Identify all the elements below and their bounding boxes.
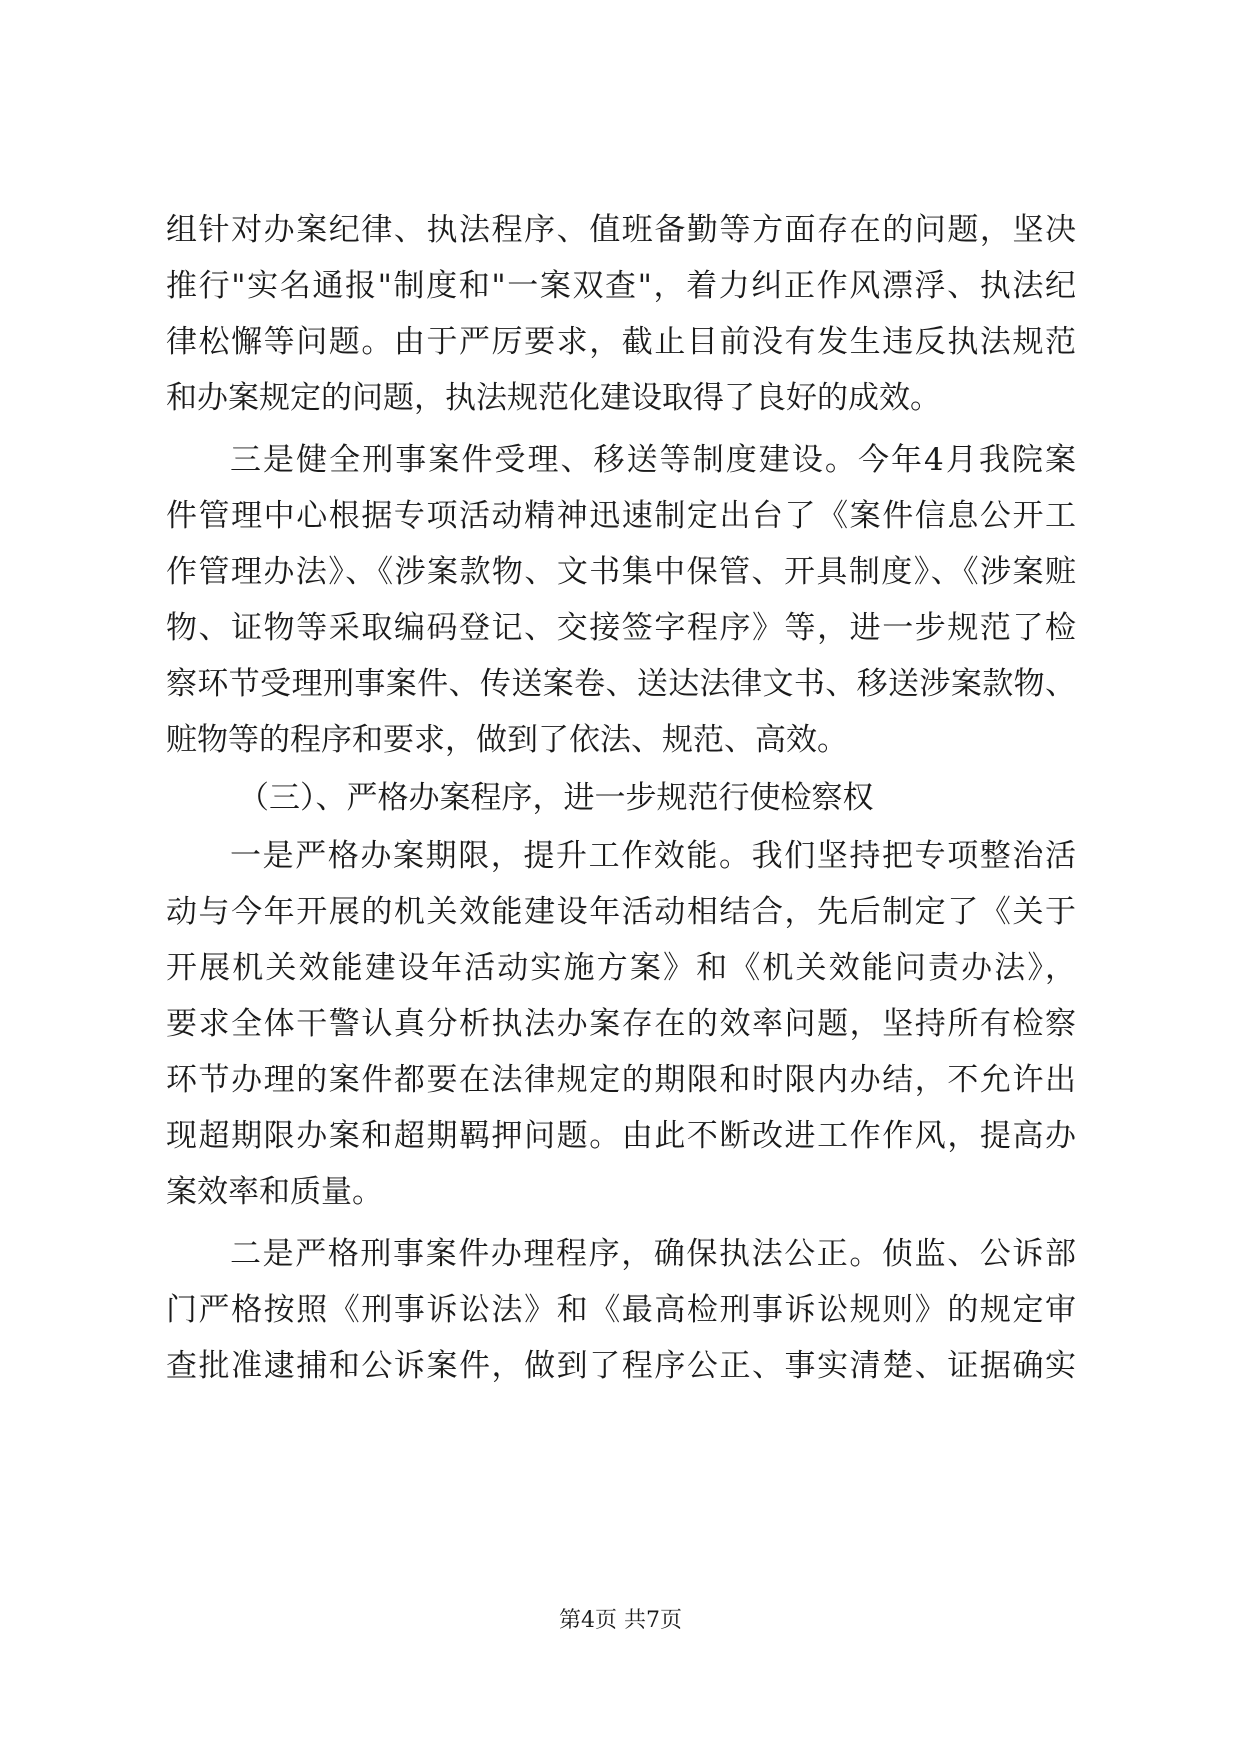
paragraph-line: 三是健全刑事案件受理、移送等制度建设。今年4月我院案 — [230, 442, 1076, 478]
paragraph-line: 要求全体干警认真分析执法办案存在的效率问题，坚持所有检察 — [166, 1006, 1076, 1042]
paragraph-line: 件管理中心根据专项活动精神迅速制定出台了《案件信息公开工 — [166, 498, 1076, 534]
paragraph-line: 门严格按照《刑事诉讼法》和《最高检刑事诉讼规则》的规定审 — [166, 1292, 1076, 1328]
paragraph-line: 和办案规定的问题，执法规范化建设取得了良好的成效。 — [166, 380, 941, 416]
paragraph-line: 开展机关效能建设年活动实施方案》和《机关效能问责办法》， — [166, 950, 1076, 986]
paragraph-line: 一是严格办案期限，提升工作效能。我们坚持把专项整治活 — [230, 838, 1076, 874]
paragraph-line: 推行"实名通报"制度和"一案双查"，着力纠正作风漂浮、执法纪 — [166, 268, 1076, 304]
paragraph-line: 环节办理的案件都要在法律规定的期限和时限内办结，不允许出 — [166, 1062, 1076, 1098]
section-heading: （三）、严格办案程序，进一步规范行使检察权 — [238, 780, 874, 816]
paragraph-line: 物、证物等采取编码登记、交接签字程序》等，进一步规范了检 — [166, 610, 1076, 646]
page-number-footer: 第4页 共7页 — [559, 1608, 682, 1633]
paragraph-line: 查批准逮捕和公诉案件，做到了程序公正、事实清楚、证据确实 — [166, 1348, 1076, 1384]
paragraph-line: 动与今年开展的机关效能建设年活动相结合，先后制定了《关于 — [166, 894, 1076, 930]
paragraph-line: 赃物等的程序和要求，做到了依法、规范、高效。 — [166, 722, 848, 758]
paragraph-line: 律松懈等问题。由于严厉要求，截止目前没有发生违反执法规范 — [166, 324, 1076, 360]
paragraph-line: 二是严格刑事案件办理程序，确保执法公正。侦监、公诉部 — [230, 1236, 1076, 1272]
paragraph-line: 案效率和质量。 — [166, 1174, 383, 1210]
paragraph-line: 现超期限办案和超期羁押问题。由此不断改进工作作风，提高办 — [166, 1118, 1076, 1154]
paragraph-line: 作管理办法》、《涉案款物、文书集中保管、开具制度》、《涉案赃 — [166, 554, 1076, 590]
paragraph-line: 察环节受理刑事案件、传送案卷、送达法律文书、移送涉案款物、 — [166, 666, 1076, 702]
paragraph-line: 组针对办案纪律、执法程序、值班备勤等方面存在的问题，坚决 — [166, 212, 1076, 248]
